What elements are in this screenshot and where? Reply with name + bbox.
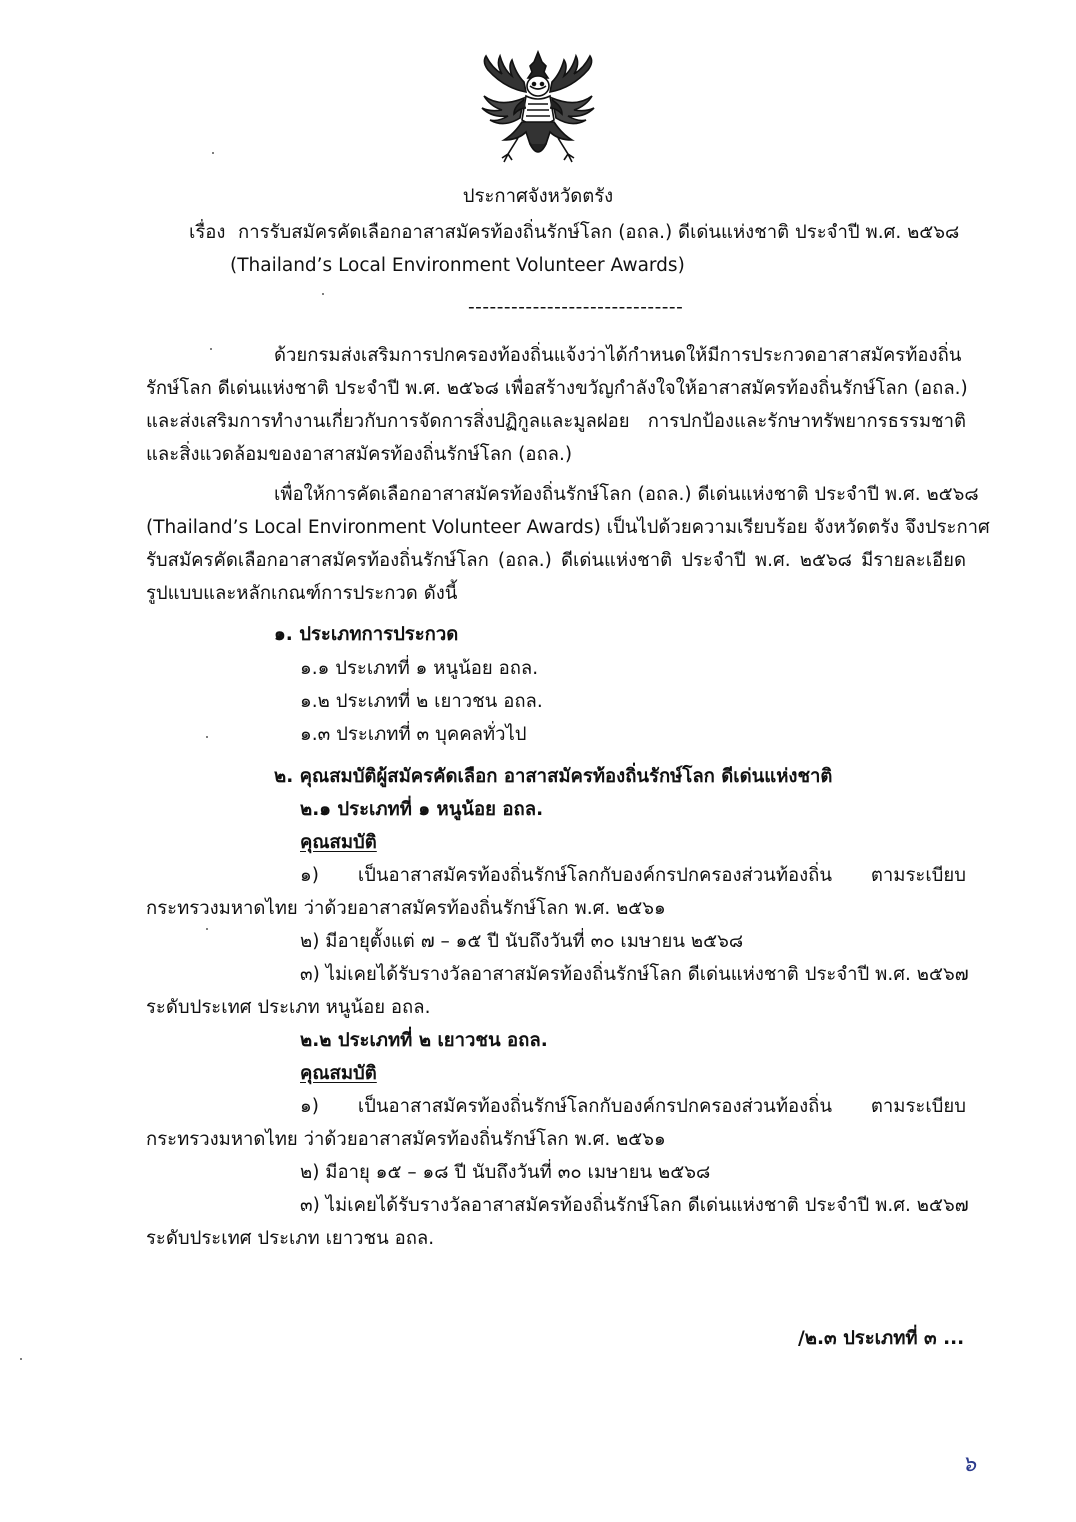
sub1-heading: ๒.๑ ประเภทที่ ๑ หนูน้อย อถล. xyxy=(300,799,544,820)
sub2-heading: ๒.๒ ประเภทที่ ๒ เยาวชน อถล. xyxy=(300,1030,548,1051)
section1-item: ๑.๒ ประเภทที่ ๒ เยาวชน อถล. xyxy=(300,691,543,712)
subject-label: เรื่อง xyxy=(189,222,226,243)
intro-p1-line3: และส่งเสริมการทำงานเกี่ยวกับการจัดการสิ่งปฏิกูลและมูลฝอย การปกป้องและรักษาทรัพยากรธรรมชาติ xyxy=(146,411,966,432)
scan-speck xyxy=(20,1358,22,1360)
section2-heading: ๒. คุณสมบัติผู้สมัครคัดเลือก อาสาสมัครท้องถิ่นรักษ์โลก ดีเด่นแห่งชาติ xyxy=(274,766,833,787)
sub1-qual-1a: ๑) เป็นอาสาสมัครท้องถิ่นรักษ์โลกกับองค์กรปกครองส่วนท้องถิ่น ตามระเบียบ xyxy=(300,865,966,886)
page-mark: ๖ xyxy=(962,1452,976,1477)
sub1-qualification-label: คุณสมบัติ xyxy=(300,832,377,853)
intro-p2-line1: เพื่อให้การคัดเลือกอาสาสมัครท้องถิ่นรักษ์โลก (อถล.) ดีเด่นแห่งชาติ ประจำปี พ.ศ. ๒๕๖๘ xyxy=(274,484,979,505)
sub2-qual-1b: กระทรวงมหาดไทย ว่าด้วยอาสาสมัครท้องถิ่นรักษ์โลก พ.ศ. ๒๕๖๑ xyxy=(146,1129,666,1150)
section1-item: ๑.๓ ประเภทที่ ๓ บุคคลทั่วไป xyxy=(300,724,527,745)
sub2-qual-3b: ระดับประเทศ ประเภท เยาวชน อถล. xyxy=(146,1228,435,1249)
sub2-qual-2: ๒) มีอายุ ๑๕ – ๑๘ ปี นับถึงวันที่ ๓๐ เมษายน ๒๕๖๘ xyxy=(300,1162,711,1183)
garuda-emblem-icon xyxy=(474,48,602,166)
separator-line: ------------------------------ xyxy=(468,297,684,318)
sub1-qual-3a: ๓) ไม่เคยได้รับรางวัลอาสาสมัครท้องถิ่นรักษ์โลก ดีเด่นแห่งชาติ ประจำปี พ.ศ. ๒๕๖๗ xyxy=(300,964,969,985)
intro-p2-line3: รับสมัครคัดเลือกอาสาสมัครท้องถิ่นรักษ์โลก (อถล.) ดีเด่นแห่งชาติ ประจำปี พ.ศ. ๒๕๖๘ มีรายละเอียด xyxy=(146,550,966,571)
sub1-qual-3b: ระดับประเทศ ประเภท หนูน้อย อถล. xyxy=(146,997,431,1018)
document-title: ประกาศจังหวัดตรัง xyxy=(462,186,614,207)
sub2-qual-1a: ๑) เป็นอาสาสมัครท้องถิ่นรักษ์โลกกับองค์กรปกครองส่วนท้องถิ่น ตามระเบียบ xyxy=(300,1096,966,1117)
intro-p2-line2: (Thailand’s Local Environment Volunteer Awards) เป็นไปด้วยความเรียบร้อย จังหวัดตรัง จึงประกาศ xyxy=(146,517,990,538)
scan-speck xyxy=(210,348,212,350)
scan-speck xyxy=(322,293,324,295)
scan-speck xyxy=(206,928,208,930)
continuation-note: /๒.๓ ประเภทที่ ๓ ... xyxy=(798,1328,965,1349)
subject-text: การรับสมัครคัดเลือกอาสาสมัครท้องถิ่นรักษ์โลก (อถล.) ดีเด่นแห่งชาติ ประจำปี พ.ศ. ๒๕๖๘ xyxy=(238,222,960,243)
scan-speck xyxy=(206,736,208,738)
intro-p2-line4: รูปแบบและหลักเกณฑ์การประกวด ดังนี้ xyxy=(146,583,458,604)
section1-heading: ๑. ประเภทการประกวด xyxy=(274,624,459,645)
section1-item: ๑.๑ ประเภทที่ ๑ หนูน้อย อถล. xyxy=(300,658,539,679)
sub2-qualification-label: คุณสมบัติ xyxy=(300,1063,377,1084)
sub1-qual-1b: กระทรวงมหาดไทย ว่าด้วยอาสาสมัครท้องถิ่นรักษ์โลก พ.ศ. ๒๕๖๑ xyxy=(146,898,666,919)
intro-p1-line2: รักษ์โลก ดีเด่นแห่งชาติ ประจำปี พ.ศ. ๒๕๖๘ เพื่อสร้างขวัญกำลังใจให้อาสาสมัครท้องถิ่นรักษ์โลก (อถล.) xyxy=(146,378,968,399)
sub2-qual-3a: ๓) ไม่เคยได้รับรางวัลอาสาสมัครท้องถิ่นรักษ์โลก ดีเด่นแห่งชาติ ประจำปี พ.ศ. ๒๕๖๗ xyxy=(300,1195,969,1216)
subject-english: (Thailand’s Local Environment Volunteer Awards) xyxy=(230,255,685,276)
intro-p1-line4: และสิ่งแวดล้อมของอาสาสมัครท้องถิ่นรักษ์โลก (อถล.) xyxy=(146,444,573,465)
sub1-qual-2: ๒) มีอายุตั้งแต่ ๗ – ๑๕ ปี นับถึงวันที่ ๓๐ เมษายน ๒๕๖๘ xyxy=(300,931,744,952)
scan-speck xyxy=(212,152,214,154)
intro-p1-line1: ด้วยกรมส่งเสริมการปกครองท้องถิ่นแจ้งว่าได้กำหนดให้มีการประกวดอาสาสมัครท้องถิ่น xyxy=(274,345,962,366)
